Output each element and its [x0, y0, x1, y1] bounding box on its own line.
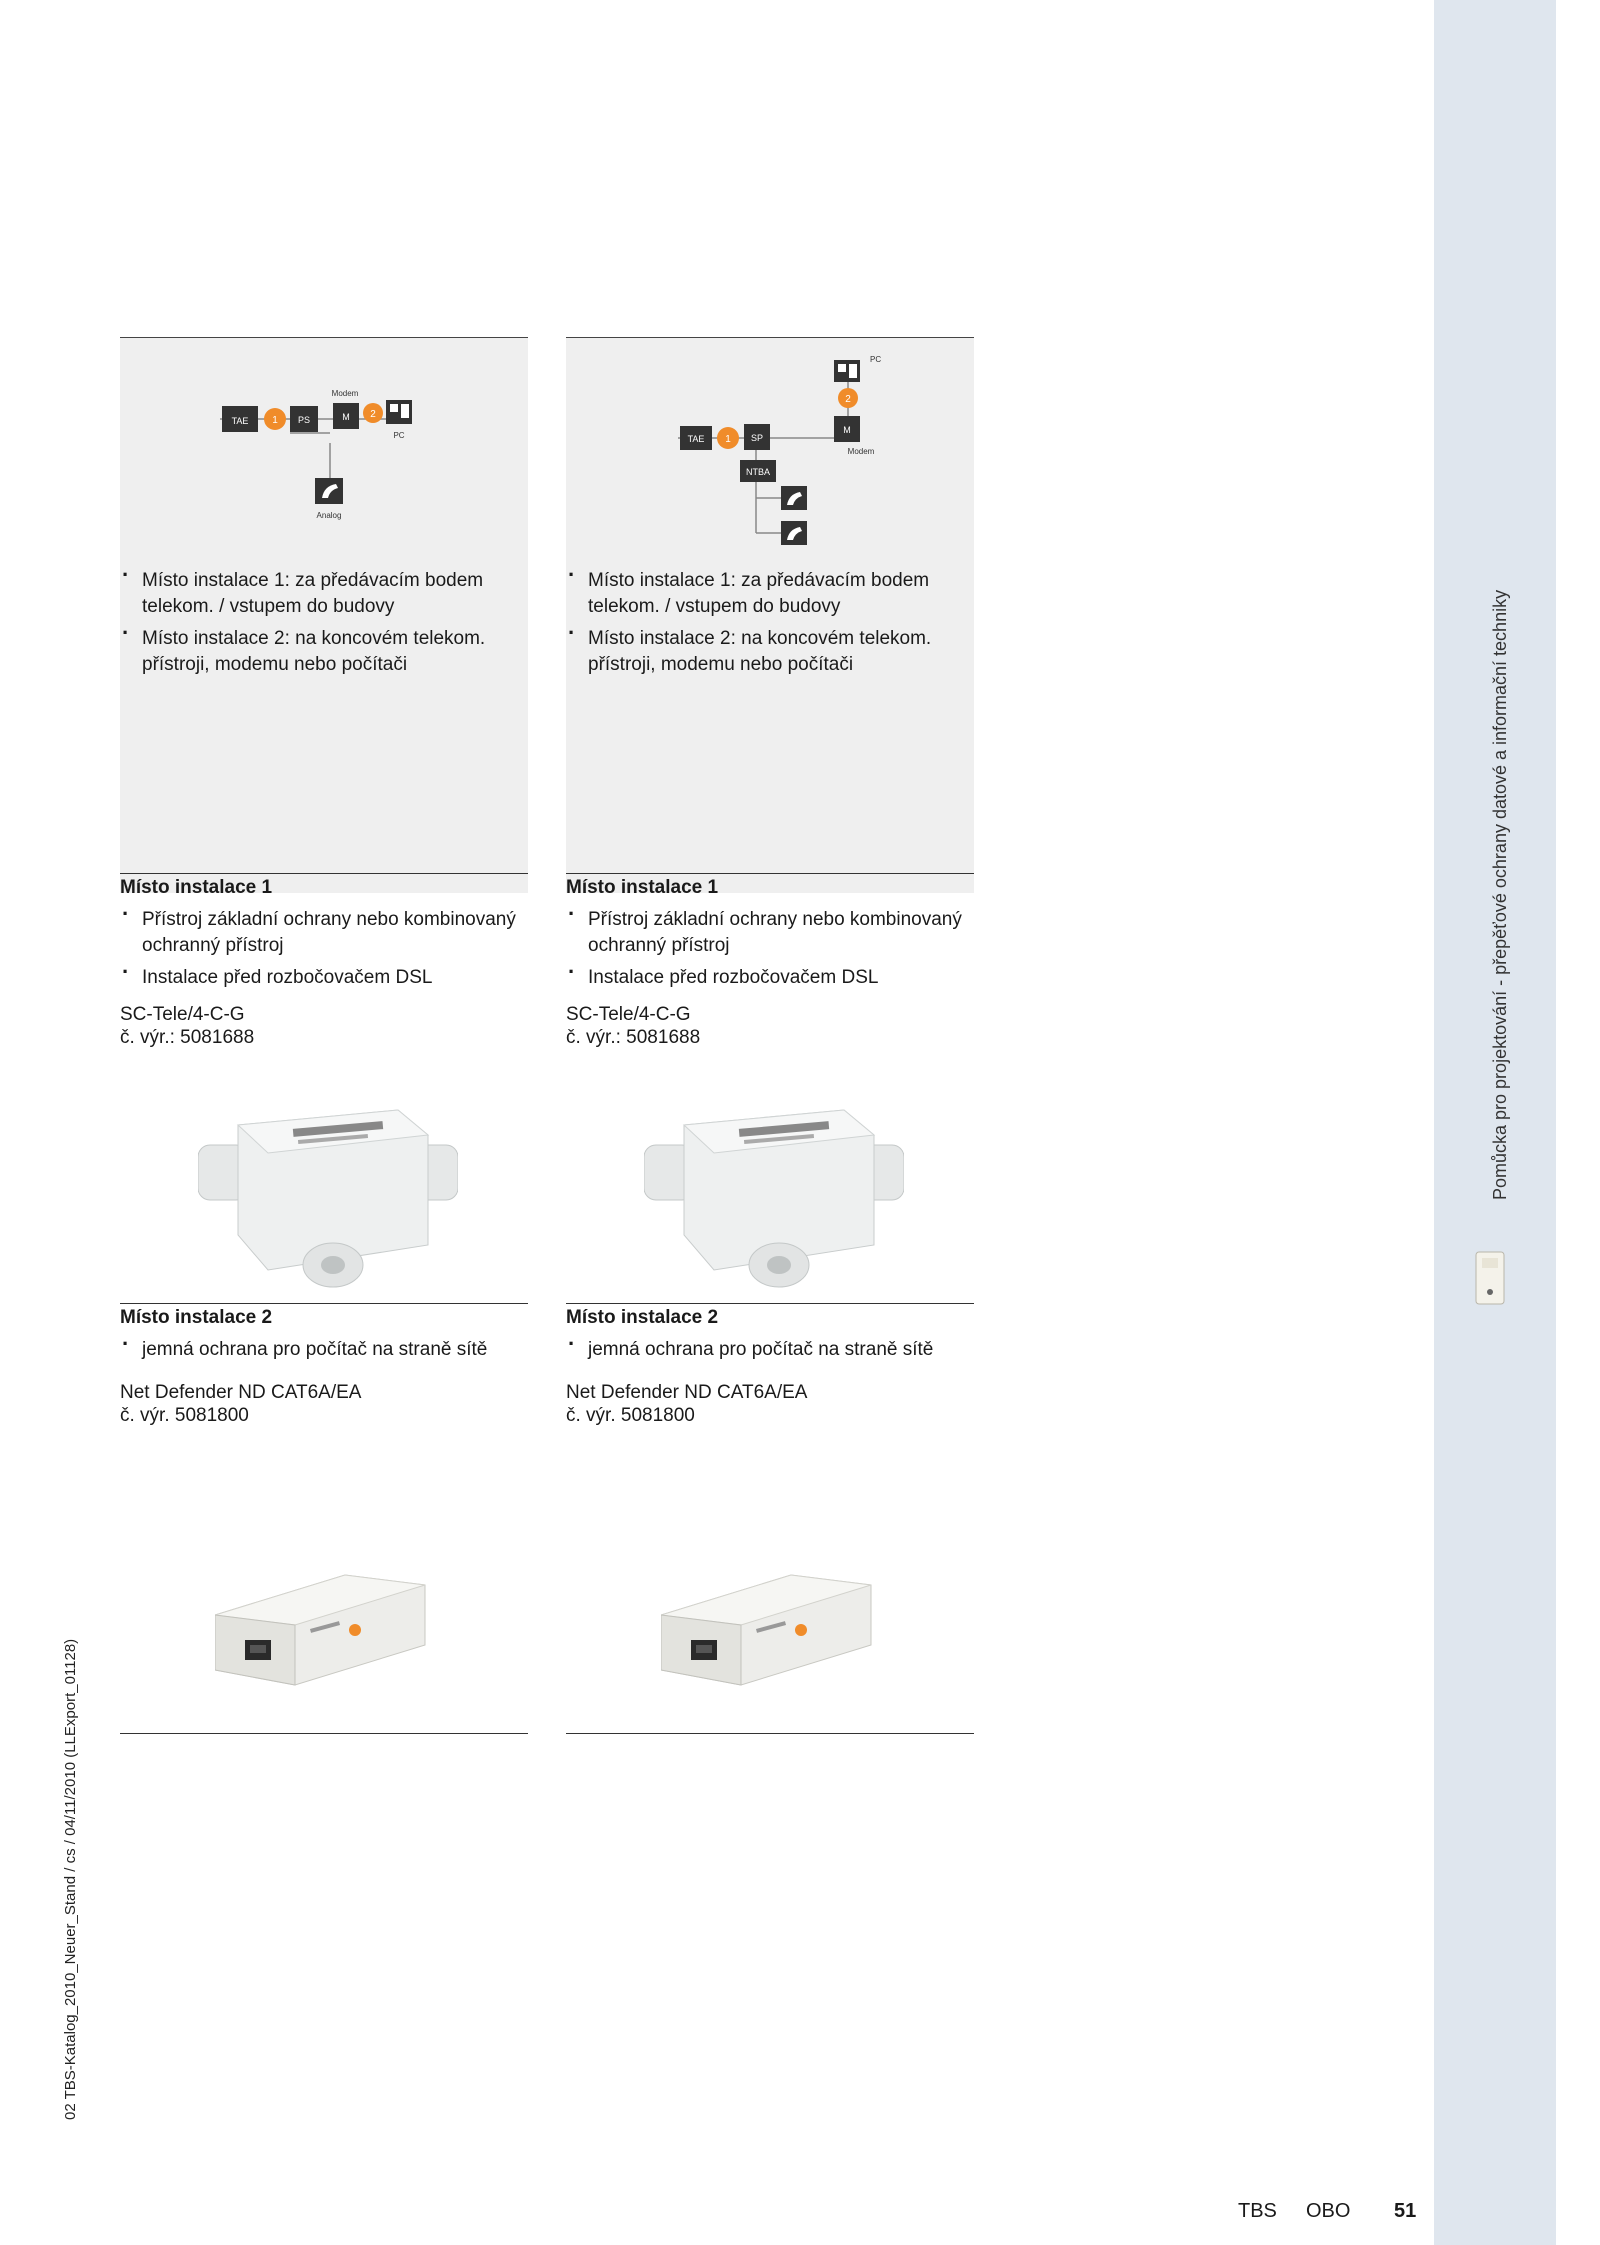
diagram-box	[120, 337, 528, 893]
product-name: SC-Tele/4-C-G	[566, 1004, 691, 1025]
net-defender-image	[215, 1570, 445, 1690]
section-bullets	[566, 1337, 966, 1369]
product-name: Net Defender ND CAT6A/EA	[566, 1382, 808, 1403]
article-number: č. výr.: 5081688	[566, 1027, 701, 1048]
ntba-label: NTBA	[745, 467, 771, 477]
print-meta: 02 TBS-Katalog_2010_Neuer_Stand / cs / 04/11/2010 (LLExport_01128)	[62, 1638, 79, 2120]
article-number: č. výr.: 5081688	[120, 1027, 255, 1048]
pc-label: PC	[393, 431, 405, 440]
analog-label: Analog	[316, 511, 342, 520]
m-label: M	[342, 412, 350, 422]
net-defender-image	[661, 1570, 891, 1690]
section-rule	[120, 1733, 528, 1734]
bullet-item: · Instalace před rozbočovačem DSL	[566, 965, 966, 991]
modem-label: Modem	[331, 389, 359, 398]
bullet-item: · jemná ochrana pro počítač na straně sítě	[566, 1337, 966, 1363]
bullet-item: · Místo instalace 2: na koncovém telekom. přístroji, modemu nebo počítači	[120, 626, 520, 678]
section-bullets	[566, 907, 966, 997]
product-info	[120, 1003, 254, 1049]
section-rule	[120, 873, 528, 874]
marker-1: 1	[725, 434, 731, 445]
pc-label: PC	[870, 355, 882, 364]
product-info	[120, 1381, 361, 1427]
product-info	[566, 1381, 807, 1427]
product-name: SC-Tele/4-C-G	[120, 1004, 245, 1025]
diagram-box	[566, 337, 974, 893]
intro-bullets	[566, 568, 966, 684]
tae-label: TAE	[687, 434, 705, 444]
intro-bullets	[120, 568, 520, 684]
bullet-item: · jemná ochrana pro počítač na straně sítě	[120, 1337, 520, 1363]
product-name: Net Defender ND CAT6A/EA	[120, 1382, 362, 1403]
footer-brand-tbs: TBS	[1238, 2200, 1277, 2222]
page-number: 51	[1394, 2200, 1417, 2222]
section-title: Místo instalace 1	[566, 877, 719, 898]
section-rule	[566, 1303, 974, 1304]
ps-label: PS	[297, 415, 311, 425]
bullet-item: · Přístroj základní ochrany nebo kombinovaný ochranný přístroj	[566, 907, 966, 959]
section-bullets	[120, 1337, 520, 1369]
article-number: č. výr. 5081800	[566, 1405, 695, 1426]
bullet-item: · Instalace před rozbočovačem DSL	[120, 965, 520, 991]
section-title: Místo instalace 2	[566, 1307, 719, 1328]
section-title: Místo instalace 2	[120, 1307, 273, 1328]
bullet-item: · Místo instalace 2: na koncovém telekom. přístroji, modemu nebo počítači	[566, 626, 966, 678]
section-rule	[566, 1733, 974, 1734]
section-bullets	[120, 907, 520, 997]
bullet-item: · Místo instalace 1: za předávacím bodem telekom. / vstupem do budovy	[566, 568, 966, 620]
bullet-item: · Místo instalace 1: za předávacím bodem telekom. / vstupem do budovy	[120, 568, 520, 620]
junction-box-image	[198, 1105, 458, 1295]
installation-diagram	[160, 348, 460, 528]
marker-2: 2	[845, 394, 851, 405]
marker-1: 1	[272, 415, 278, 426]
product-info	[566, 1003, 700, 1049]
bullet-item: · Přístroj základní ochrany nebo kombinovaný ochranný přístroj	[120, 907, 520, 959]
footer-brand-obo: OBO	[1306, 2200, 1351, 2222]
marker-2: 2	[370, 409, 376, 420]
modem-label: Modem	[847, 447, 875, 456]
side-title: Pomůcka pro projektování - přepěťové ochrany datové a informační techniky	[1490, 589, 1510, 1200]
installation-diagram	[606, 348, 926, 558]
section-rule	[566, 873, 974, 874]
m-label: M	[843, 425, 851, 435]
article-number: č. výr. 5081800	[120, 1405, 249, 1426]
junction-box-image	[644, 1105, 904, 1295]
tae-label: TAE	[231, 416, 249, 426]
section-rule	[120, 1303, 528, 1304]
sp-label: SP	[750, 433, 764, 443]
section-title: Místo instalace 1	[120, 877, 273, 898]
device-thumbnail-icon	[1472, 1250, 1508, 1306]
